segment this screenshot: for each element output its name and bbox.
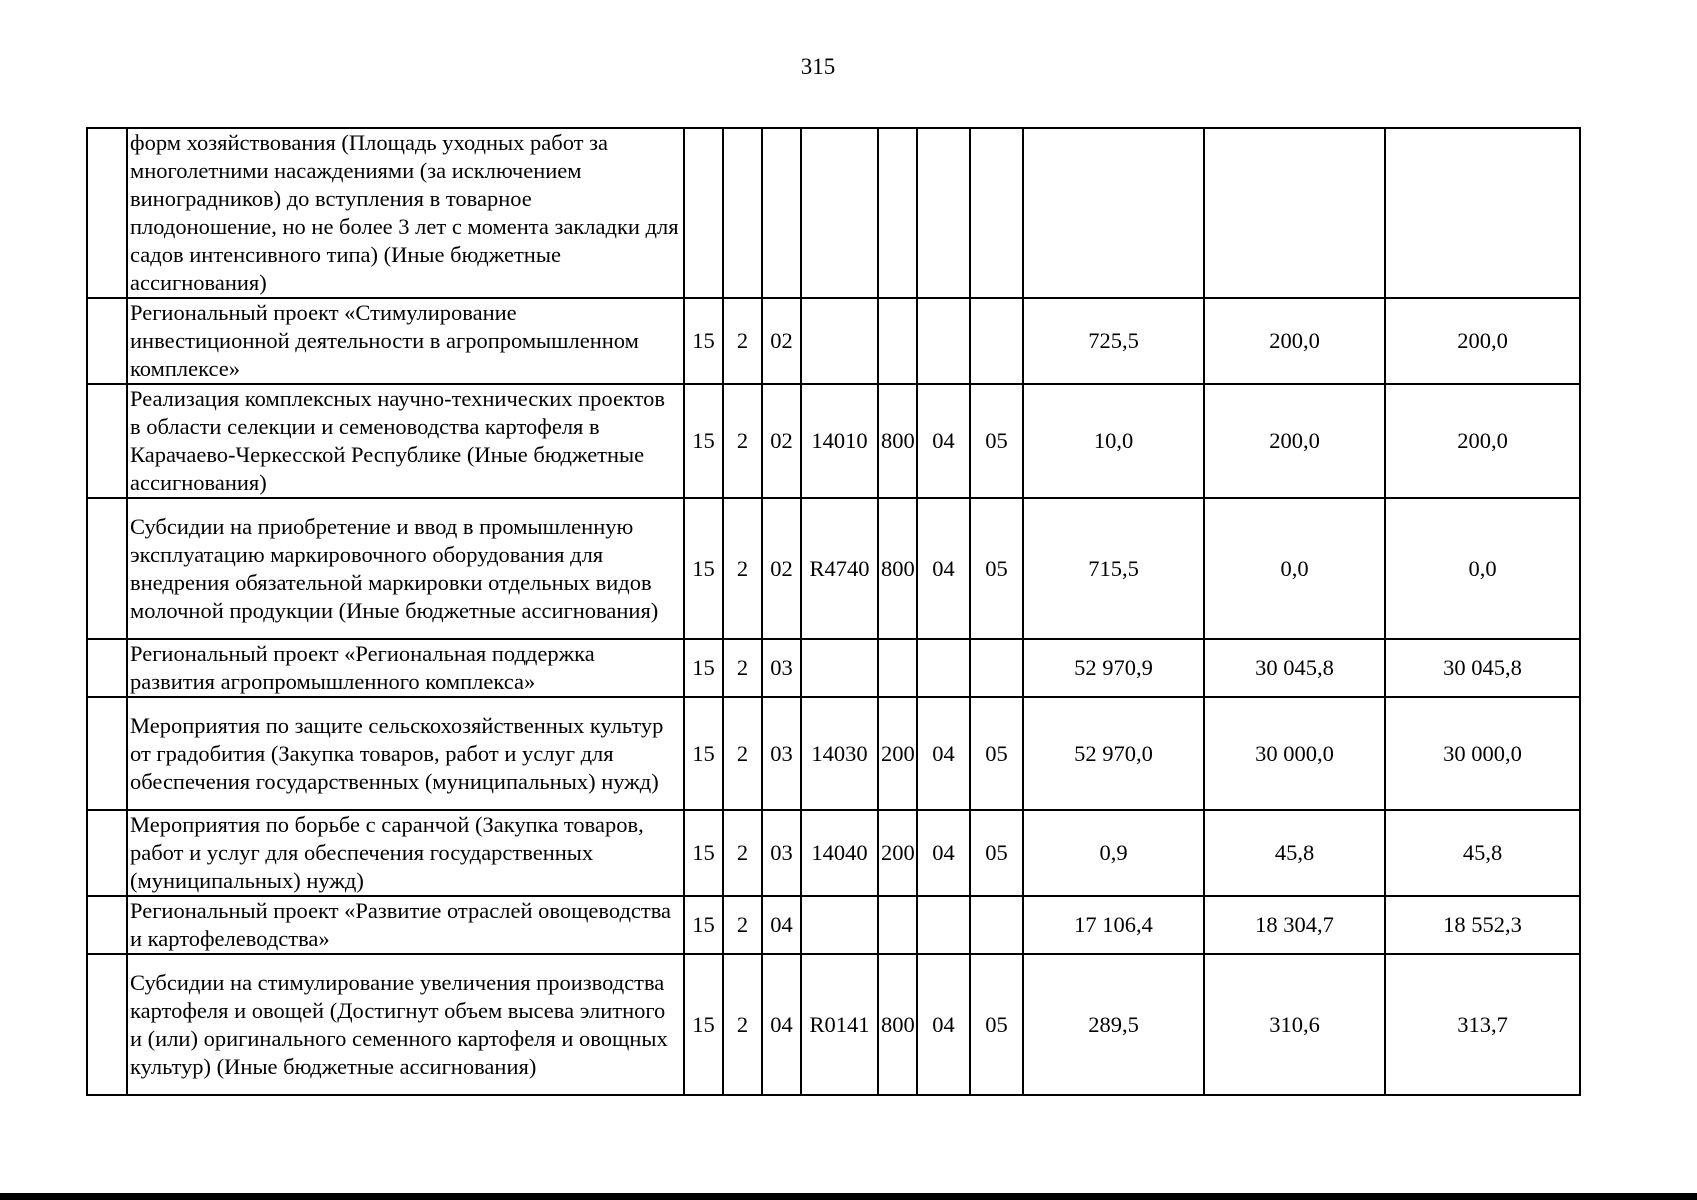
code-expense-type-cell <box>878 639 917 697</box>
table-row <box>87 384 1580 498</box>
description-cell: форм хозяйствования (Площадь уходных работ за многолетними насаждениями (за исключением виноградников) до вступления в товарное плодоношение, но не более 3 лет с момента закладки для садов интенсивного типа) (Иные бюджетные ассигнования) <box>127 128 684 298</box>
amount-year3-cell: 0,0 <box>1385 498 1580 639</box>
code-subchapter-cell <box>970 128 1023 298</box>
code-project-cell: 02 <box>762 298 801 384</box>
table-body <box>87 128 1580 1095</box>
amount-year3-cell: 30 045,8 <box>1385 639 1580 697</box>
table-row <box>87 954 1580 1095</box>
amount-year2-cell: 310,6 <box>1204 954 1385 1095</box>
amount-year3-cell <box>1385 128 1580 298</box>
amount-year2-cell: 200,0 <box>1204 384 1385 498</box>
description-cell: Региональный проект «Развитие отраслей овощеводства и картофелеводства» <box>127 896 684 954</box>
amount-year1-cell: 10,0 <box>1023 384 1204 498</box>
code-chapter-cell <box>917 639 970 697</box>
description-cell: Мероприятия по борьбе с саранчой (Закупка товаров, работ и услуг для обеспечения государственных (муниципальных) нужд) <box>127 810 684 896</box>
code-chapter-cell <box>917 298 970 384</box>
row-number-cell <box>87 639 127 697</box>
code-chapter-cell <box>917 896 970 954</box>
code-section-cell: 15 <box>684 810 723 896</box>
row-number-cell <box>87 498 127 639</box>
table-row <box>87 810 1580 896</box>
code-subsection-cell: 2 <box>723 896 762 954</box>
code-direction-cell <box>801 298 878 384</box>
code-section-cell: 15 <box>684 896 723 954</box>
description-cell: Региональный проект «Региональная поддержка развития агропромышленного комплекса» <box>127 639 684 697</box>
amount-year2-cell: 200,0 <box>1204 298 1385 384</box>
code-subsection-cell: 2 <box>723 697 762 810</box>
code-chapter-cell: 04 <box>917 954 970 1095</box>
description-cell: Субсидии на приобретение и ввод в промышленную эксплуатацию маркировочного оборудования для внедрения обязательной маркировки отдельных видов молочной продукции (Иные бюджетные ассигнования) <box>127 498 684 639</box>
code-subchapter-cell: 05 <box>970 498 1023 639</box>
code-direction-cell: 14040 <box>801 810 878 896</box>
amount-year2-cell <box>1204 128 1385 298</box>
code-subsection-cell: 2 <box>723 498 762 639</box>
code-project-cell: 04 <box>762 896 801 954</box>
table-row <box>87 896 1580 954</box>
code-chapter-cell <box>917 128 970 298</box>
code-direction-cell <box>801 639 878 697</box>
amount-year3-cell: 200,0 <box>1385 384 1580 498</box>
amount-year3-cell: 313,7 <box>1385 954 1580 1095</box>
code-subchapter-cell <box>970 298 1023 384</box>
code-subchapter-cell: 05 <box>970 384 1023 498</box>
code-subsection-cell: 2 <box>723 384 762 498</box>
code-expense-type-cell: 200 <box>878 697 917 810</box>
code-section-cell: 15 <box>684 384 723 498</box>
code-direction-cell <box>801 896 878 954</box>
code-project-cell: 02 <box>762 498 801 639</box>
row-number-cell <box>87 384 127 498</box>
table-row <box>87 298 1580 384</box>
code-project-cell: 04 <box>762 954 801 1095</box>
code-section-cell: 15 <box>684 639 723 697</box>
row-number-cell <box>87 697 127 810</box>
budget-table <box>86 127 1581 1096</box>
code-direction-cell: 14030 <box>801 697 878 810</box>
amount-year1-cell: 52 970,0 <box>1023 697 1204 810</box>
description-cell: Реализация комплексных научно-технических проектов в области селекции и семеноводства картофеля в Карачаево-Черкесской Республике (Иные бюджетные ассигнования) <box>127 384 684 498</box>
amount-year1-cell: 0,9 <box>1023 810 1204 896</box>
code-section-cell <box>684 128 723 298</box>
code-expense-type-cell: 800 <box>878 498 917 639</box>
code-project-cell: 03 <box>762 639 801 697</box>
table-row <box>87 498 1580 639</box>
amount-year1-cell: 725,5 <box>1023 298 1204 384</box>
row-number-cell <box>87 298 127 384</box>
code-subchapter-cell: 05 <box>970 697 1023 810</box>
row-number-cell <box>87 896 127 954</box>
code-expense-type-cell <box>878 128 917 298</box>
code-expense-type-cell: 800 <box>878 954 917 1095</box>
code-subsection-cell: 2 <box>723 639 762 697</box>
amount-year1-cell <box>1023 128 1204 298</box>
amount-year2-cell: 30 000,0 <box>1204 697 1385 810</box>
description-cell: Региональный проект «Стимулирование инвестиционной деятельности в агропромышленном комплексе» <box>127 298 684 384</box>
amount-year3-cell: 30 000,0 <box>1385 697 1580 810</box>
code-subsection-cell: 2 <box>723 954 762 1095</box>
code-section-cell: 15 <box>684 298 723 384</box>
code-expense-type-cell: 800 <box>878 384 917 498</box>
page-bottom-border <box>0 1193 1697 1200</box>
amount-year2-cell: 18 304,7 <box>1204 896 1385 954</box>
row-number-cell <box>87 954 127 1095</box>
code-subchapter-cell: 05 <box>970 954 1023 1095</box>
table-row <box>87 697 1580 810</box>
amount-year2-cell: 30 045,8 <box>1204 639 1385 697</box>
code-direction-cell <box>801 128 878 298</box>
table-row <box>87 639 1580 697</box>
code-chapter-cell: 04 <box>917 384 970 498</box>
code-section-cell: 15 <box>684 498 723 639</box>
amount-year1-cell: 52 970,9 <box>1023 639 1204 697</box>
description-cell: Мероприятия по защите сельскохозяйственных культур от градобития (Закупка товаров, работ и услуг для обеспечения государственных (муниципальных) нужд) <box>127 697 684 810</box>
code-project-cell: 03 <box>762 697 801 810</box>
code-section-cell: 15 <box>684 697 723 810</box>
table-row <box>87 128 1580 298</box>
amount-year3-cell: 200,0 <box>1385 298 1580 384</box>
amount-year2-cell: 45,8 <box>1204 810 1385 896</box>
code-project-cell: 02 <box>762 384 801 498</box>
code-direction-cell: 14010 <box>801 384 878 498</box>
code-expense-type-cell <box>878 298 917 384</box>
code-chapter-cell: 04 <box>917 697 970 810</box>
row-number-cell <box>87 810 127 896</box>
code-direction-cell: R0141 <box>801 954 878 1095</box>
amount-year2-cell: 0,0 <box>1204 498 1385 639</box>
description-cell: Субсидии на стимулирование увеличения производства картофеля и овощей (Достигнут объем высева элитного и (или) оригинального семенного картофеля и овощных культур) (Иные бюджетные ассигнования) <box>127 954 684 1095</box>
code-subsection-cell: 2 <box>723 810 762 896</box>
code-expense-type-cell: 200 <box>878 810 917 896</box>
code-subchapter-cell <box>970 896 1023 954</box>
code-project-cell <box>762 128 801 298</box>
code-project-cell: 03 <box>762 810 801 896</box>
code-chapter-cell: 04 <box>917 498 970 639</box>
code-subsection-cell <box>723 128 762 298</box>
amount-year1-cell: 289,5 <box>1023 954 1204 1095</box>
amount-year3-cell: 45,8 <box>1385 810 1580 896</box>
amount-year1-cell: 715,5 <box>1023 498 1204 639</box>
code-subchapter-cell: 05 <box>970 810 1023 896</box>
code-expense-type-cell <box>878 896 917 954</box>
amount-year1-cell: 17 106,4 <box>1023 896 1204 954</box>
code-chapter-cell: 04 <box>917 810 970 896</box>
code-subsection-cell: 2 <box>723 298 762 384</box>
page-number: 315 <box>800 54 836 79</box>
code-subchapter-cell <box>970 639 1023 697</box>
amount-year3-cell: 18 552,3 <box>1385 896 1580 954</box>
row-number-cell <box>87 128 127 298</box>
code-direction-cell: R4740 <box>801 498 878 639</box>
code-section-cell: 15 <box>684 954 723 1095</box>
